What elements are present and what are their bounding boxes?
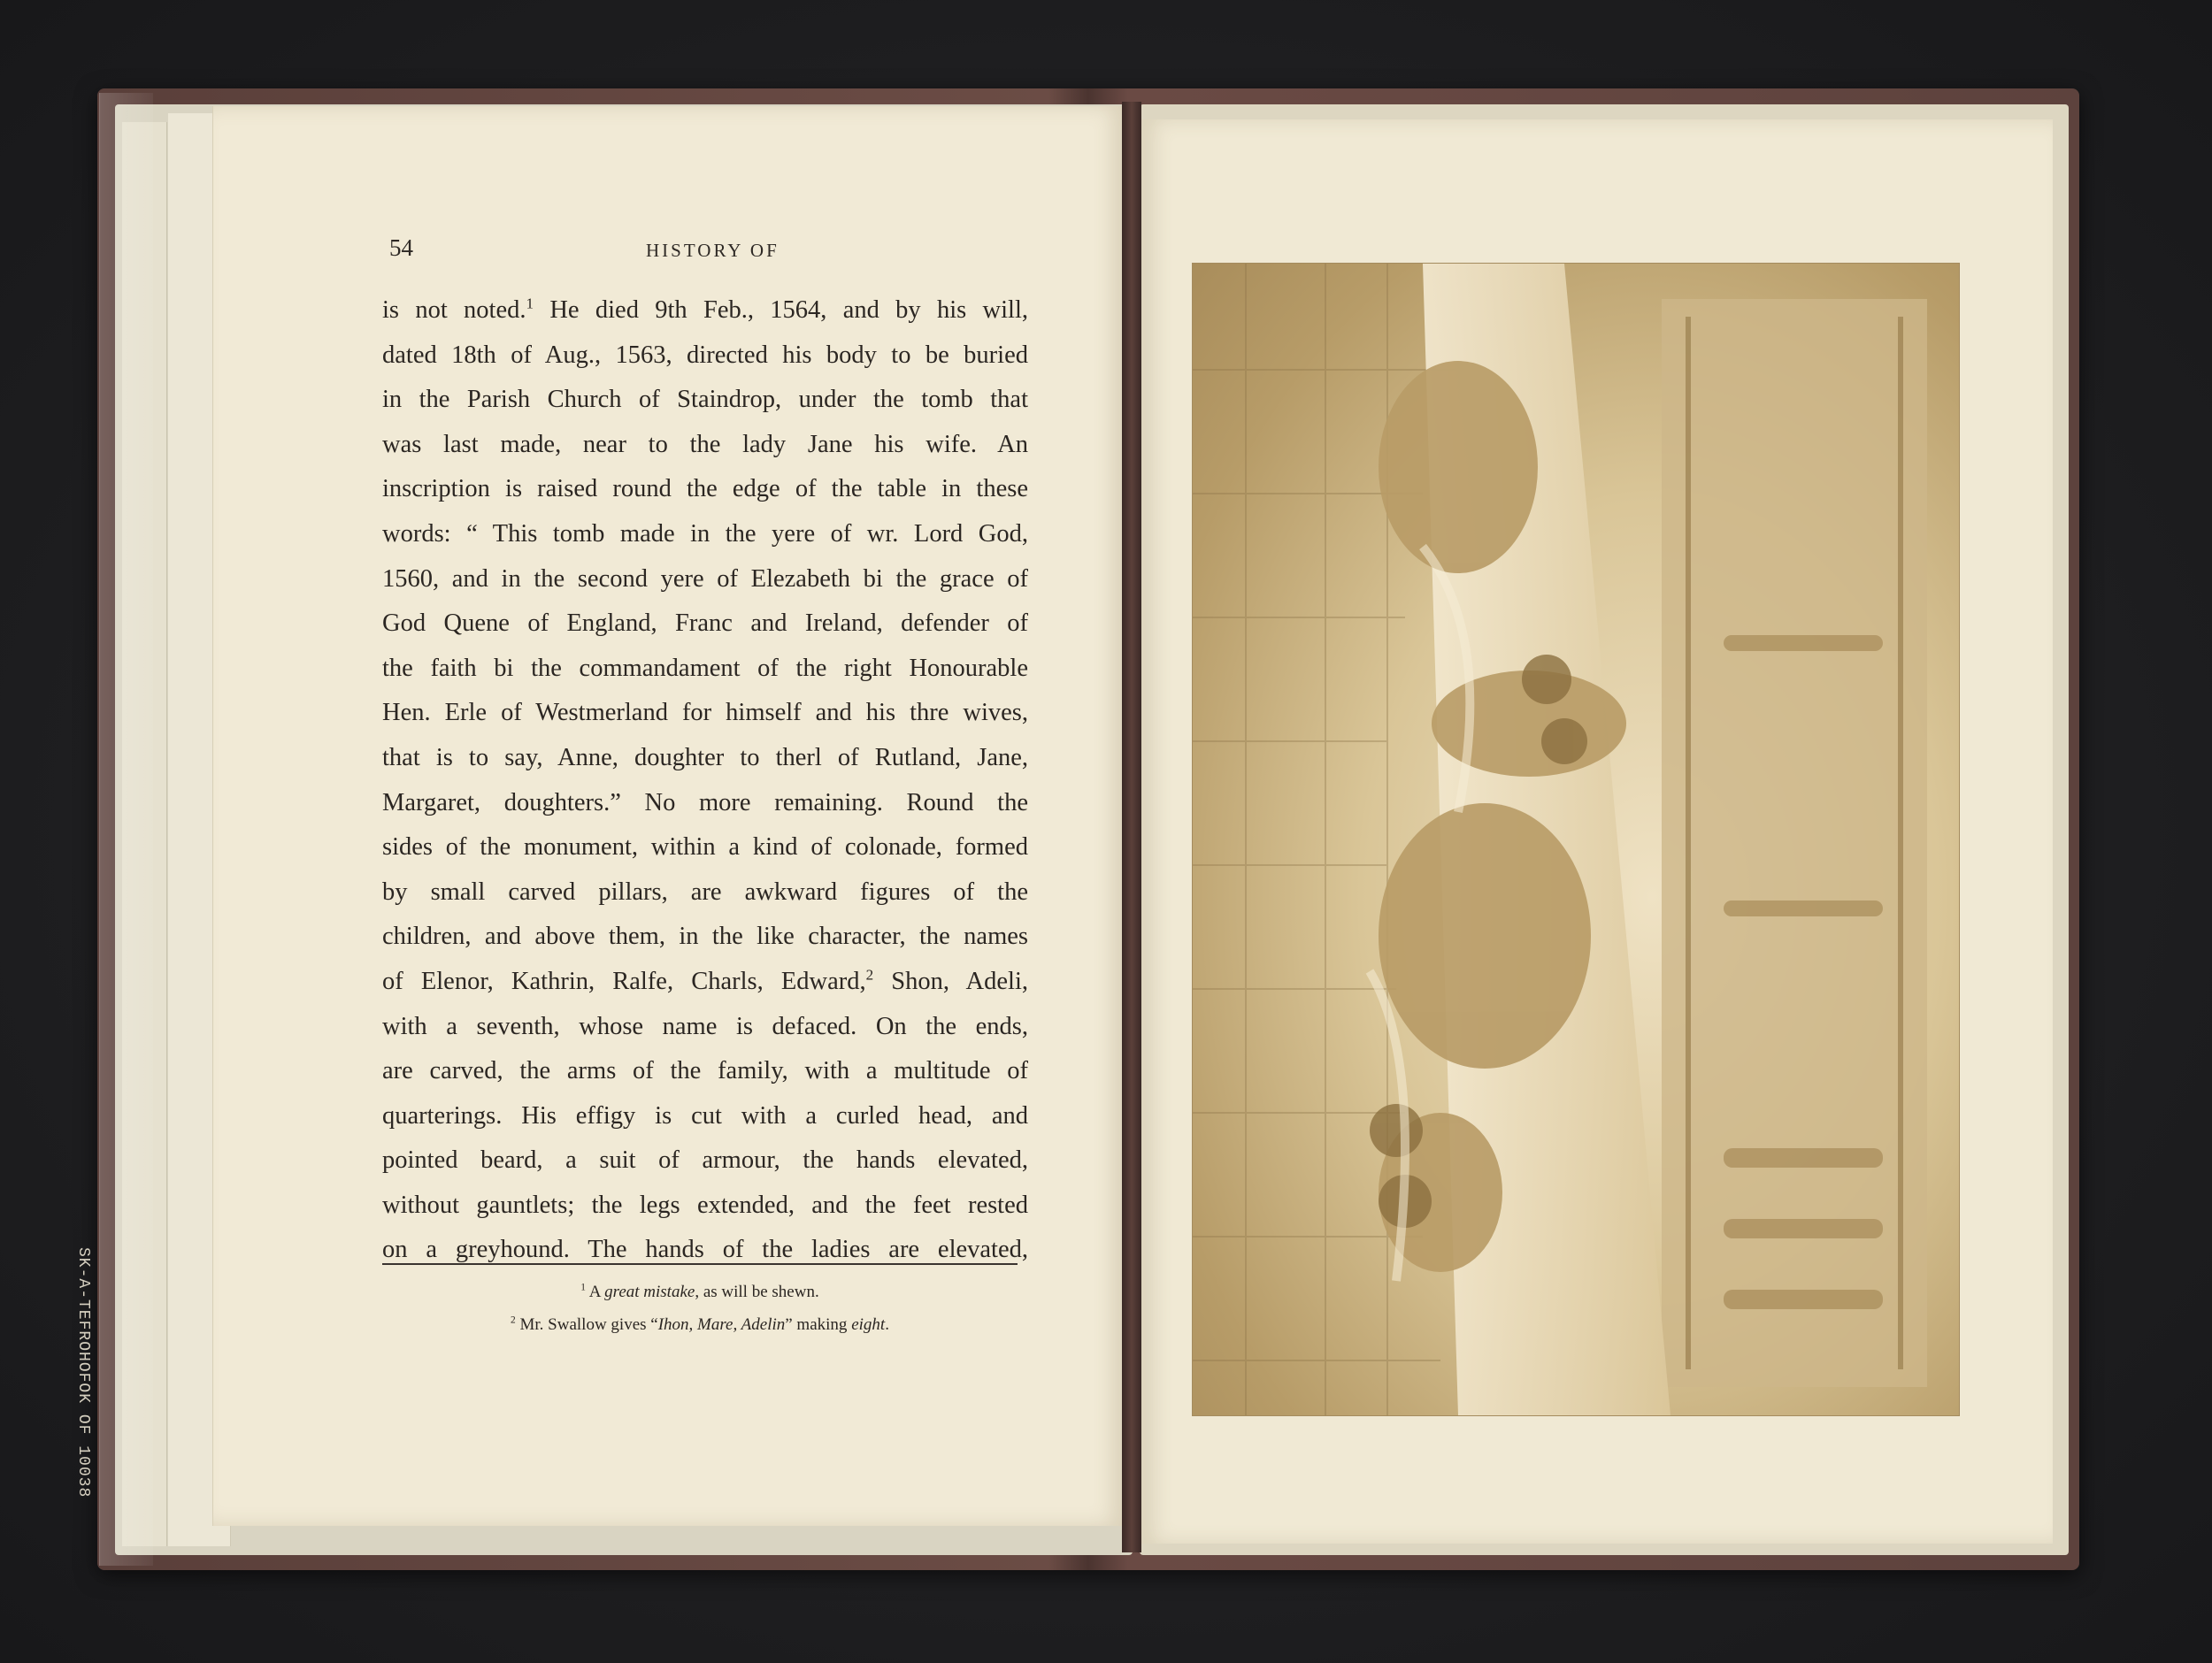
footnote-end: . — [885, 1315, 889, 1334]
text-line-content: quarterings. His effigy is cut with a curled head, and — [382, 1101, 1028, 1130]
footnote-rule — [382, 1263, 1018, 1265]
text-line-continuation: He died 9th Feb., 1564, and by his will, — [534, 296, 1028, 324]
text-line — [382, 1138, 1028, 1184]
footnotes — [382, 1276, 1018, 1341]
text-line-content: are carved, the arms of the family, with a multitude of — [382, 1057, 1028, 1085]
text-line — [382, 467, 1028, 512]
text-line-content: God Quene of England, Franc and Ireland, defender of — [382, 609, 1028, 638]
book-gutter — [1122, 102, 1141, 1552]
text-line-content: words: “ This tomb made in the yere of wr. Lord God, — [382, 519, 1028, 548]
text-line — [382, 1094, 1028, 1139]
archive-stamp: SK-A-TEFROHOFOK OF 10038 — [74, 1247, 92, 1498]
footnote-mark: 1 — [580, 1282, 586, 1293]
text-line-content: by small carved pillars, are awkward figures of the — [382, 877, 1028, 906]
text-line — [382, 1049, 1028, 1094]
text-line — [382, 960, 1028, 1005]
text-line-content: without gauntlets; the legs extended, and the feet rested — [382, 1191, 1028, 1219]
text-line — [382, 378, 1028, 423]
footnote — [382, 1276, 1018, 1308]
footnote-italic: great mistake — [604, 1283, 695, 1301]
text-line — [382, 512, 1028, 557]
footnote-pre: A — [588, 1283, 605, 1301]
text-line — [382, 423, 1028, 468]
text-line-content: pointed beard, a suit of armour, the hands elevated, — [382, 1146, 1028, 1175]
protective-sleeve — [99, 93, 153, 1566]
text-line — [382, 1184, 1028, 1229]
running-head: HISTORY OF — [646, 240, 780, 261]
text-line — [382, 333, 1028, 379]
text-line — [382, 602, 1028, 647]
text-line-content: Margaret, doughters.” No more remaining. Round the — [382, 788, 1028, 816]
text-line-continuation: Shon, Adeli, — [873, 967, 1028, 995]
body-text — [382, 288, 1028, 1273]
text-line — [382, 781, 1028, 826]
footnote-italic: Ihon, Mare, Adelin — [657, 1315, 786, 1334]
text-line-content: 1560, and in the second yere of Elezabeth bi the grace of — [382, 564, 1028, 593]
text-line-content: that is to say, Anne, doughter to therl of Rutland, Jane, — [382, 743, 1028, 771]
text-line-content: the faith bi the commandament of the right Honourable — [382, 654, 1028, 682]
text-line-content: was last made, near to the lady Jane his wife. An — [382, 430, 1028, 458]
text-line-content: children, and above them, in the like character, the names — [382, 923, 1028, 951]
footnote-italic2: eight — [851, 1315, 886, 1334]
text-line — [382, 1005, 1028, 1050]
footnote-mark: 2 — [511, 1314, 516, 1326]
text-line — [382, 557, 1028, 602]
footnote-post: ” making — [785, 1315, 852, 1334]
text-line-content: sides of the monument, within a kind of colonade, formed — [382, 833, 1028, 862]
text-line — [382, 288, 1028, 333]
tomb-illustration — [1193, 264, 1959, 1415]
text-line — [382, 691, 1028, 736]
text-line — [382, 870, 1028, 916]
text-line-content: with a seventh, whose name is defaced. On the ends, — [382, 1012, 1028, 1040]
footnote-post: , as will be shewn. — [695, 1283, 819, 1301]
text-line — [382, 736, 1028, 781]
page-number: 54 — [389, 234, 413, 261]
text-line-content: Hen. Erle of Westmerland for himself and his thre wives, — [382, 699, 1028, 727]
text-line-content: in the Parish Church of Staindrop, under the tomb that — [382, 386, 1028, 414]
footnote-marker: 1 — [526, 295, 534, 312]
text-line — [382, 825, 1028, 870]
page-header — [389, 234, 1026, 270]
footnote-marker: 2 — [865, 966, 874, 984]
text-line — [382, 647, 1028, 692]
footnote-pre: Mr. Swallow gives “ — [519, 1315, 658, 1334]
text-line-content: on a greyhound. The hands of the ladies are elevated, — [382, 1236, 1028, 1264]
text-line — [382, 1228, 1028, 1273]
tomb-photograph — [1193, 264, 1959, 1415]
text-line-content: inscription is raised round the edge of the table in these — [382, 475, 1028, 503]
text-line — [382, 915, 1028, 960]
footnote — [382, 1308, 1018, 1341]
text-line-content: of Elenor, Kathrin, Ralfe, Charls, Edward, — [382, 967, 866, 995]
text-line-content: is not noted. — [382, 296, 526, 324]
text-line-content: dated 18th of Aug., 1563, directed his body to be buried — [382, 341, 1028, 369]
